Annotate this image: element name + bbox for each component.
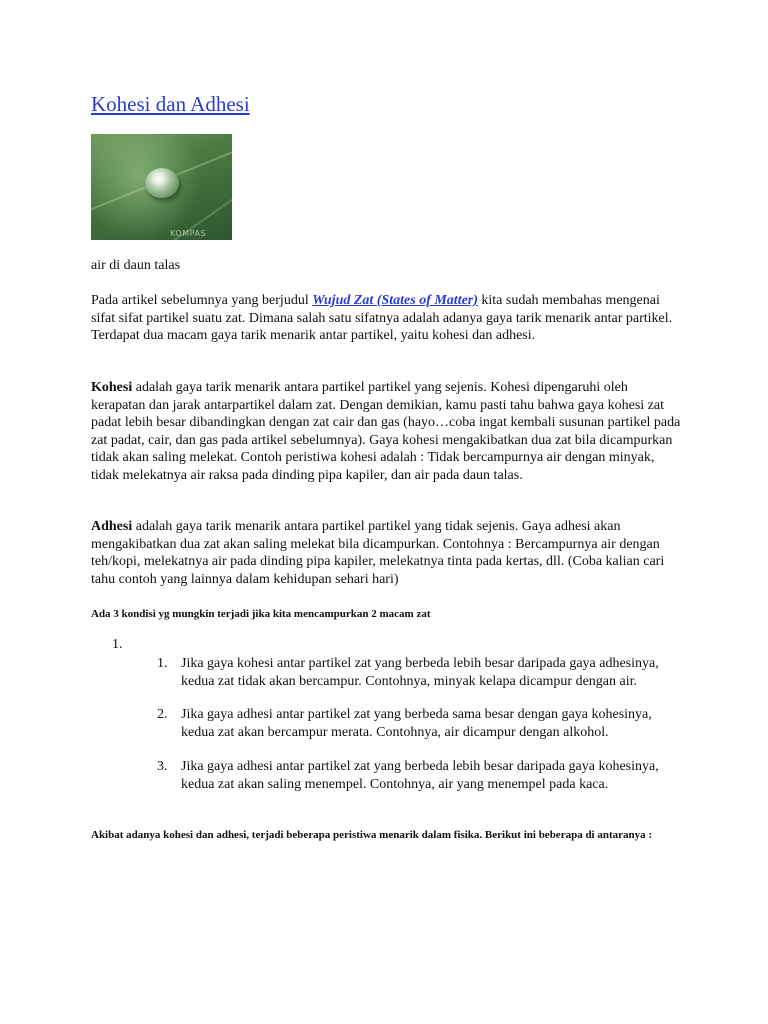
list-item-number: 2. bbox=[157, 707, 168, 722]
akibat-heading: Akibat adanya kohesi dan adhesi, terjadi beberapa peristiwa menarik dalam fisika. Berikut ini beberapa di antaranya : bbox=[91, 829, 653, 841]
list-item-number: 3. bbox=[157, 759, 168, 774]
adhesi-text: adalah gaya tarik menarik antara partikel partikel yang tidak sejenis. Gaya adhesi akan mengakibatkan dua zat akan saling melekat bila dicampurkan. Contohnya : Bercampurnya air dengan teh/kopi, melekatnya air pada dinding pipa kapiler, melekatnya tinta pada kertas, dll. (Coba kalian cari tahu contoh yang lainnya dalam kehidupan sehari hari) bbox=[91, 519, 665, 587]
list-item-text: Jika gaya adhesi antar partikel zat yang berbeda sama besar dengan gaya kohesinya, kedua zat akan bercampur merata. Contohnya, air dicampur dengan alkohol. bbox=[181, 707, 652, 740]
page-title[interactable]: Kohesi dan Adhesi bbox=[91, 92, 250, 116]
adhesi-term: Adhesi bbox=[91, 519, 133, 534]
intro-text-before: Pada artikel sebelumnya yang berjudul bbox=[91, 293, 313, 308]
image-caption: air di daun talas bbox=[91, 258, 181, 273]
water-drop-on-taro-leaf-image bbox=[91, 134, 232, 240]
outer-list-number: 1. bbox=[112, 637, 123, 652]
kohesi-text: adalah gaya tarik menarik antara partikel partikel yang sejenis. Kohesi dipengaruhi oleh kerapatan dan jarak antarpartikel dalam zat. Dengan demikian, kamu pasti tahu bahwa gaya kohesi zat padat lebih besar dibandingkan dengan zat cair dan gas (hayo…coba ingat kembali susunan partikel pada zat padat, cair, dan gas pada artikel sebelumnya). Gaya kohesi mengakibatkan dua zat bila dicampurkan tidak akan saling melekat. Contoh peristiwa kohesi adalah : Tidak bercampurnya air dengan minyak, tidak melekatnya air raksa pada dinding pipa kapiler, dan air pada daun talas. bbox=[91, 380, 681, 483]
intro-text-after: kita sudah membahas mengenai sifat sifat partikel suatu zat. Dimana salah satu sifatnya adalah adanya gaya tarik menarik antar partikel. Terdapat dua macam gaya tarik menarik antar partikel, yaitu kohesi dan adhesi. bbox=[91, 293, 673, 343]
kohesi-paragraph bbox=[91, 379, 681, 484]
list-item-number: 1. bbox=[157, 656, 168, 671]
intro-paragraph bbox=[91, 292, 681, 345]
kondisi-heading: Ada 3 kondisi yg mungkin terjadi jika kita mencampurkan 2 macam zat bbox=[91, 608, 431, 620]
list-item-text: Jika gaya adhesi antar partikel zat yang berbeda lebih besar daripada gaya kohesinya, kedua zat akan saling menempel. Contohnya, air yang menempel pada kaca. bbox=[181, 759, 659, 792]
water-drop bbox=[145, 168, 179, 198]
kohesi-term: Kohesi bbox=[91, 380, 133, 395]
list-item-text: Jika gaya kohesi antar partikel zat yang berbeda lebih besar daripada gaya adhesinya, kedua zat tidak akan bercampur. Contohnya, minyak kelapa dicampur dengan air. bbox=[181, 656, 659, 689]
image-watermark: KOMPAS bbox=[170, 229, 206, 238]
wujud-zat-link[interactable]: Wujud Zat (States of Matter) bbox=[312, 293, 478, 308]
adhesi-paragraph bbox=[91, 518, 681, 588]
